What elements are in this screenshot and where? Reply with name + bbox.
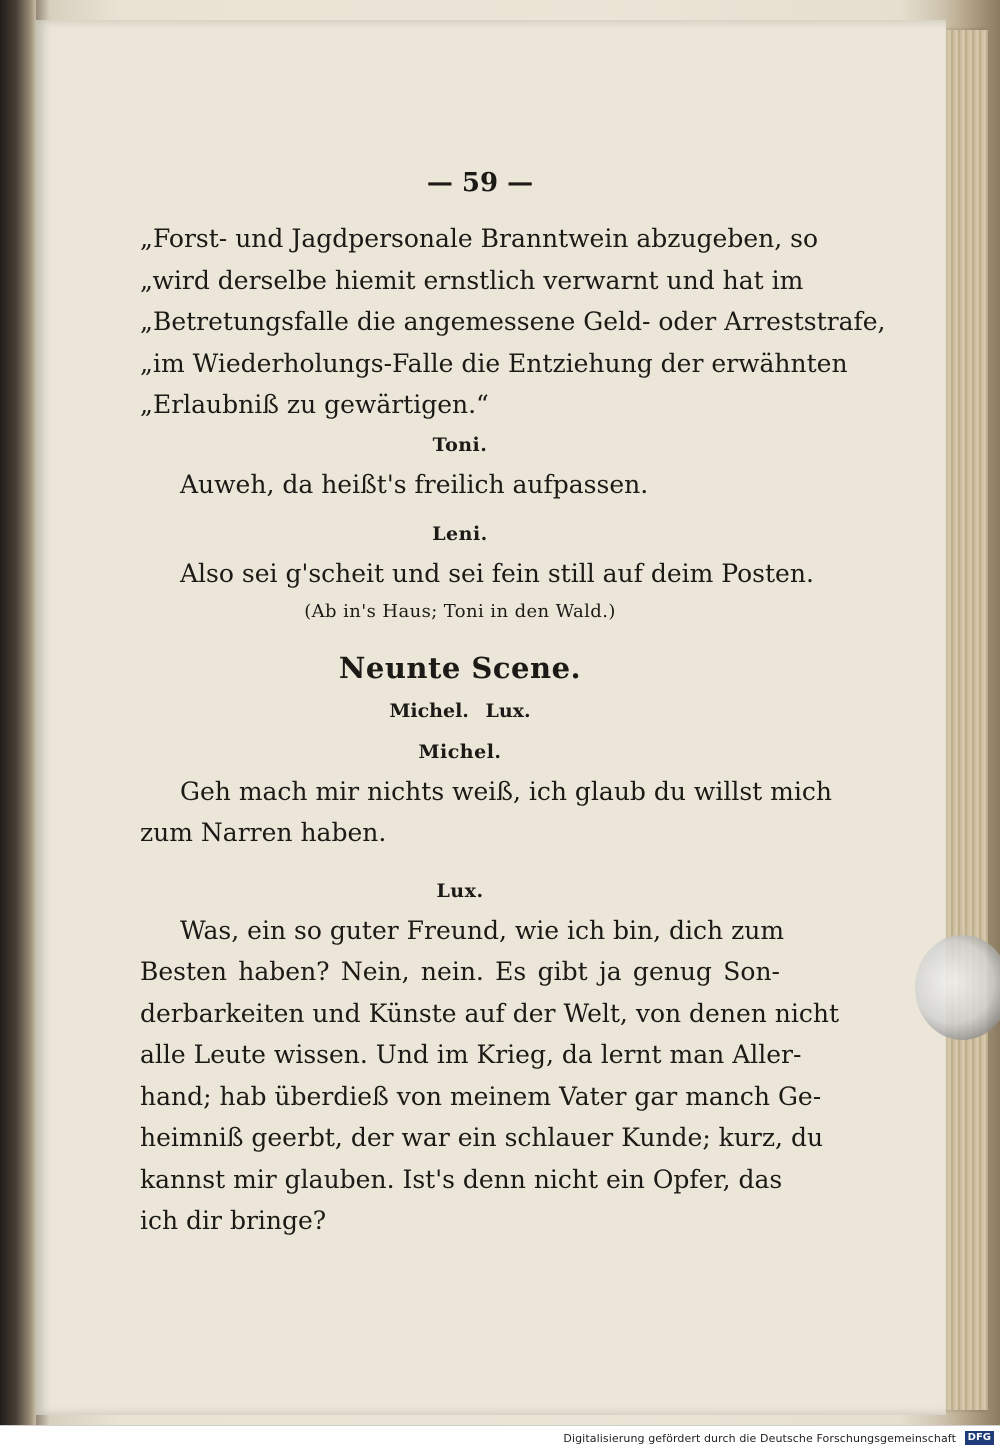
speaker-lux: Lux. bbox=[436, 879, 484, 902]
quoted-notice bbox=[140, 218, 886, 426]
page-number: — 59 — bbox=[426, 168, 534, 198]
scene-cast: Michel. Lux. bbox=[389, 699, 531, 722]
dialogue-line: kannst mir glauben. Ist's denn nicht ein Opfer, das bbox=[140, 1164, 783, 1194]
dialogue-line: heimniß geerbt, der war ein schlauer Kunde; kurz, du bbox=[140, 1123, 824, 1152]
dialogue-line: Besten haben? Nein, nein. Es gibt ja genug Son- bbox=[140, 957, 780, 986]
dialogue-line: alle Leute wissen. Und im Krieg, da lernt man Aller- bbox=[140, 1040, 802, 1069]
dialogue-line: Auweh, da heißt's freilich aufpassen. bbox=[180, 469, 649, 499]
dialogue-line: zum Narren haben. bbox=[140, 818, 387, 847]
dfg-logo: DFG bbox=[965, 1431, 994, 1445]
text-line: „Forst- und Jagdpersonale Branntwein abzugeben, so bbox=[140, 224, 819, 253]
text-line: „Erlaubniß zu gewärtigen.“ bbox=[140, 390, 489, 419]
text-line: „wird derselbe hiemit ernstlich verwarnt und hat im bbox=[140, 265, 804, 295]
stage-direction: (Ab in's Haus; Toni in den Wald.) bbox=[304, 600, 616, 622]
left-page-gutter bbox=[0, 0, 36, 1425]
page-turn-tab[interactable] bbox=[915, 935, 1000, 1040]
footer-bar bbox=[0, 1425, 1000, 1451]
dialogue-line: derbarkeiten und Künste auf der Welt, von denen nicht bbox=[140, 998, 840, 1028]
dialogue-line: Also sei g'scheit und sei fein still auf deim Posten. bbox=[180, 559, 814, 588]
speaker-toni: Toni. bbox=[432, 433, 488, 456]
footer-credit: Digitalisierung gefördert durch die Deutsche Forschungsgemeinschaft bbox=[563, 1432, 956, 1445]
dialogue-line: Was, ein so guter Freund, wie ich bin, dich zum bbox=[180, 915, 785, 945]
speaker-leni: Leni. bbox=[432, 523, 488, 545]
speaker-michel: Michel. bbox=[418, 740, 502, 763]
dialogue-line: Geh mach mir nichts weiß, ich glaub du willst mich bbox=[180, 776, 832, 806]
scene-title: Neunte Scene. bbox=[338, 650, 582, 685]
page-text bbox=[140, 168, 886, 1242]
dialogue-line: ich dir bringe? bbox=[140, 1206, 327, 1235]
dialogue-line: hand; hab überdieß von meinem Vater gar manch Ge- bbox=[140, 1081, 822, 1111]
page-edges bbox=[940, 30, 988, 1410]
text-line: „im Wiederholungs-Falle die Entziehung der erwähnten bbox=[140, 348, 848, 378]
text-line: „Betretungsfalle die angemessene Geld- oder Arreststrafe, bbox=[140, 307, 886, 336]
